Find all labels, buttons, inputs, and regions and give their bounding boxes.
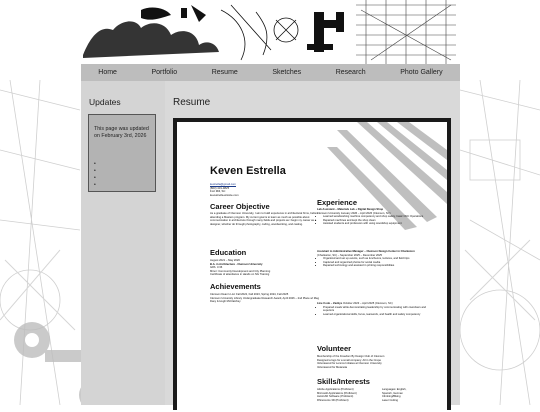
career-objective-text: As a graduate of Clemson University, I aim to build experience in architectural firms, before attending a Masters program. My current goal is to learn as much as possible about communication in architecture through many fields and projects as I begin my career as a designer, whether do through photography, coding, woodworking, and casting. <box>210 212 318 226</box>
update-text: This page was updated on February 3rd, 2026 <box>94 126 149 139</box>
update-bullet: • <box>94 182 96 188</box>
volunteer-line: Volunteered for Lennox Initiates at Clemson University <box>317 362 382 365</box>
job-meta: Clemson University January 2026 – April 2026 (Clemson, SC) <box>317 211 391 215</box>
nav-resume[interactable]: Resume <box>211 69 238 76</box>
skill-item: Spanish, German <box>382 391 403 395</box>
update-bullet: • <box>94 161 96 167</box>
resume-name: Keven Estrella <box>210 165 286 177</box>
job-title: Assistant to Administrative Manager – Clemson Design Center in Charleston <box>317 250 415 253</box>
resume-document-frame <box>173 118 451 410</box>
experience-job <box>317 250 427 268</box>
job-bullet: • Repaired technology and assisted in printing responsibilities <box>323 264 427 268</box>
career-objective-heading: Career Objective <box>210 202 270 211</box>
contact-website[interactable]: kevestrella.wixsite.com <box>210 192 239 197</box>
volunteer-line: Designed a logo for a small company: All in the Crepe <box>317 358 381 362</box>
resume-page[interactable] <box>177 122 447 412</box>
volunteer-line: Membership of the Freedom By Design Club of Clemson <box>317 355 385 358</box>
job-bullet: • Learned woodworking machine competency and shop safety, basic CNC Operations <box>323 215 427 219</box>
job-meta: (Charleston, SC) – September 2025 – December 2025 <box>317 253 382 257</box>
nav-photo-gallery[interactable]: Photo Gallery <box>400 69 443 76</box>
job-title: Lab Assistant – Materials Lab + Digital Design Shop <box>317 208 384 211</box>
skill-item: Climbing/Biking <box>382 395 401 398</box>
updates-list <box>94 161 96 189</box>
skill-item: Rhinoceros 3D (Proficient) <box>317 398 349 402</box>
volunteer-line: Volunteered for Metanoia <box>317 365 348 369</box>
contact-location: Fort Mill, SC <box>210 189 226 194</box>
contact-phone: (803) 431-9825 <box>210 185 230 190</box>
job-bullet: • Assisted students and professors with using woodshop equipment <box>323 222 427 226</box>
main-content <box>165 81 460 405</box>
update-bullet: • <box>94 168 96 174</box>
job-bullets <box>317 257 427 268</box>
nav-portfolio[interactable]: Portfolio <box>151 69 178 76</box>
volunteer-heading: Volunteer <box>317 344 352 353</box>
job-bullet: • Learned organizational skills, focus, teamwork, and health and safety competency <box>323 313 427 317</box>
education-heading: Education <box>210 248 247 257</box>
update-bullet: • <box>94 175 96 181</box>
job-bullet: • Organized and set up events, such as luncheons, lectures, and field trips <box>323 257 427 261</box>
education-line: August 2021 – May 2026 <box>210 259 240 262</box>
nav-research[interactable]: Research <box>335 69 366 76</box>
skill-item: Laser Cutting <box>382 398 398 402</box>
skills-list-left <box>317 388 377 402</box>
skills-list-right <box>382 388 432 402</box>
experience-job <box>317 302 427 316</box>
contact-email[interactable]: kestrella@gmail.com <box>210 182 236 186</box>
achievements-list <box>210 293 320 304</box>
updates-sidebar <box>81 81 165 405</box>
skill-item: Languages: English, <box>382 388 407 391</box>
education-line: B.A. in Architecture · Clemson University <box>210 262 263 266</box>
page-title: Resume <box>173 97 211 108</box>
nav-home[interactable]: Home <box>98 69 117 76</box>
banner-sketch-illustration <box>81 0 460 64</box>
volunteer-list <box>317 355 427 369</box>
experience-heading: Experience <box>317 198 358 207</box>
education-line: Minor: Community Development and City Planning <box>210 269 271 273</box>
job-title: Line Cook – Zaxbys <box>317 302 343 305</box>
main-nav <box>81 64 460 81</box>
achievement-line: Clemson University Library Undergraduate Research Award, April 2026 – 2nd Place w/ Meg Davy & Hugh McClatchey <box>210 296 319 303</box>
nav-sketches[interactable]: Sketches <box>272 69 302 76</box>
achievements-heading: Achievements <box>210 282 261 291</box>
updates-box <box>88 114 156 192</box>
header-banner <box>81 0 460 64</box>
skill-item: Microsoft Applications (Proficient) <box>317 391 357 395</box>
achievement-line: Clemson Dean’s List: Fall 2022, Fall 2023, Spring 2024, Fall 2025 <box>210 293 289 296</box>
sidebar-title: Updates <box>89 97 121 107</box>
job-bullets <box>317 306 427 317</box>
job-dates: October 2023 – April 2025 (Clemson, SC) <box>343 302 393 305</box>
education-line: Certificate of attendance in Hands on NG Training <box>210 273 270 276</box>
experience-job <box>317 208 427 226</box>
skill-item: AutoCAD Software (Proficient) <box>317 395 354 398</box>
education-list <box>210 259 320 277</box>
job-bullets <box>317 215 427 226</box>
skills-heading: Skills/Interests <box>317 377 370 386</box>
job-bullet: • Repaired machines and kept the shop clean <box>323 219 427 223</box>
education-line: GPA: 3.36 <box>210 266 223 269</box>
skill-item: Adobe Applications (Proficient) <box>317 388 354 391</box>
job-bullet: • Captured and organized photos for social media <box>323 261 427 265</box>
resume-contact <box>210 183 239 197</box>
job-bullet: • Prepared meals while demonstrating leadership by communicating with coworkers and superiors <box>323 306 427 313</box>
